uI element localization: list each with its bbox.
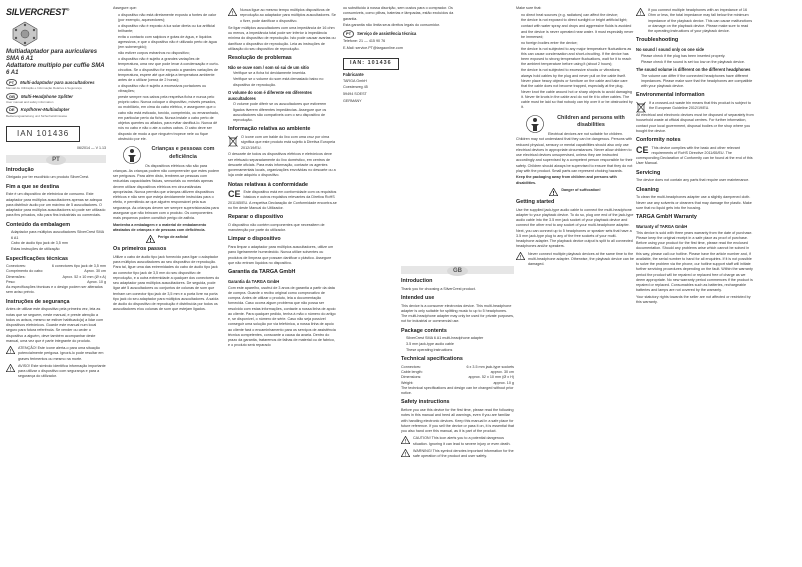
- heading-children: Crianças e pessoas com deficiência: [123, 146, 221, 161]
- text-purpose: Este é um dispositivo de eletrónica de consumo. Este adaptador para múltiplos auscultadores apenas se adequa para distribuir áudio por um máximo de 5 auscultadores. O adaptador para múltiplos auscultadores só pode ser utilizado para fins privados, não para fins industriais ou comerciais.: [6, 192, 106, 218]
- heading-intro: Introdução: [6, 166, 34, 173]
- list-item: • evita o contacto com salpicos e gotas de água, e líquidos agressivos, e que o dispositivo não é utilizado perto de água (em submergido);: [118, 35, 221, 51]
- spec-note: As especificações técnicas e o design podem ser alterados sem aviso prévio.: [6, 285, 103, 295]
- text-warranty: Com este aparelho, usufrui de 3 anos de garantia a partir da data de compra. Guarde o recibo original como comprovativo de compra. Antes de utilizar o produto, leia a documentação fornecida. Caso ocorra algum problema que não possa ser resolvido com estas informações, contacte a nossa linha de apoio ao cliente. Para qualquer pedido, tenha à mão o número do artigo e, se disponível, o número de série. Caso não seja possível conseguir uma solução por via telefónica, a nossa linha de apoio ao cliente fará o encaminhamento para os serviços de assistência técnica competentes, consoante a causa da avaria. Dentro do prazo da garantia, trataremos de falhas de material ou de fabrico, e o produto será reparado: [228, 285, 336, 348]
- list-item: • O volume pode diferir se os auscultadores que estiverem ligados tiverem diferentes impedâncias. Assegure que os auscultadores são compatíveis com o seu dispositivo de reprodução.: [233, 102, 338, 123]
- heading-conformity-gb: Conformity notes: [636, 137, 681, 144]
- svg-text:!: !: [9, 349, 12, 355]
- svg-text:!: !: [519, 254, 522, 260]
- heading-tech-gb: Technical specifications: [401, 356, 463, 363]
- list-item: • o dispositivo não está diretamente exposto a fontes de calor (por exemplo, aquecedores);: [118, 13, 221, 24]
- list-item: • the device is not subjected to any major temperature fluctuations as this can cause condensation and short-circuiting. If the device has been exposed to strong temperature fluctuations, wait for it to reach the ambient temperature before using it (about 2 hours);: [521, 47, 634, 68]
- line-b-sub: User manual and safety information: [6, 100, 54, 105]
- heading-start-gb: Getting started: [516, 198, 555, 205]
- heading-safety-gb: Safety instructions: [401, 399, 450, 406]
- list-item: • Please check if the plug has been inserted properly.: [641, 54, 754, 59]
- heading-repair: Reparar o dispositivo: [228, 214, 284, 221]
- ce-mark-icon: CE: [228, 189, 241, 200]
- line-b: Multi-Headphone Splitter: [21, 93, 73, 99]
- trouble-list-2: [228, 102, 338, 123]
- heading-env-gb: Environmental information: [636, 92, 705, 99]
- list-item: • Verifique se o volume do som está demasiado baixo no dispositivo de reprodução.: [233, 77, 338, 88]
- lang-badge-gb: GB: [6, 93, 18, 101]
- service-phone: Telefone: 21 — 415 90 76: [343, 39, 386, 44]
- pt-column-3: [228, 6, 338, 350]
- text-start-gb: Use the supplied jack-type audio cable to connect the multi-headphone adapter to your playback device. To do so, plug one end of the jack-type audio cable into the 3.5 mm jack socket of your playback device and connect the other end to any socket of your multi-headphone adapter. Next, you can connect up to 5 headphones or speaker sets that have a 3.5 mm jack-type plug to any of the free sockets of your multi-headphone adapter. The playback device output is split to all connected headphones and/or speakers.: [516, 207, 634, 249]
- cover-column: [6, 6, 106, 382]
- warning-triangle-icon: [401, 449, 410, 457]
- heading-package: Conteúdo da embalagem: [6, 221, 71, 228]
- language-bar-gb: [401, 266, 514, 274]
- text-first-steps: Utilize o cabo de áudio tipo jack fornecido para ligar o adaptador para múltiplos auscultadores ao seu dispositivo de reprodução. Para tal, ligue uma das extremidades do cabo de áudio tipo jack ao conector tipo jack de 3,5 mm do seu dispositivo de reprodução, e a outra extremidade a qualquer dos conectores do seu adaptador para múltiplos auscultadores. De seguida, pode ligar até 5 auscultadores ou conjuntos de colunas de som que tenham um conector tipo jack de 3,5 mm e a porta livre na porta tipo jack do seu adaptador para múltiplos auscultadores. A saída de áudio do dispositivo de reprodução é distribuída por todos os auscultadores e/ou colunas de som que estejam ligados.: [113, 254, 220, 312]
- list-item: • contact with water spray and drops and aggressive fluids is avoided and the device is never operated near water. It must especially never be immersed;: [521, 24, 634, 40]
- heading-cleaning-gb: Cleaning: [636, 186, 659, 193]
- safety-list: [113, 13, 221, 143]
- svg-text:!: !: [404, 451, 407, 457]
- svg-text:!: !: [639, 11, 642, 16]
- text-warranty-gb-2: Your statutory rights towards the seller are not affected or restricted by this warranty.: [636, 294, 751, 305]
- spec-row: Peso: Aprox. 10 g: [6, 279, 106, 284]
- list-item: • no foreign bodies enter the device;: [521, 41, 634, 46]
- address-line: 59494 SOEST: [343, 92, 367, 97]
- text-cleaning-gb: To clean the multi-headphones adapter use a slightly dampened cloth. Never use any solvents or cleaners that may damage the plastic. Make sure that no liquid gets into the housing.: [636, 195, 752, 210]
- trouble-list: [228, 71, 338, 87]
- note-block-gb: ! Never connect multiple playback devices at the same time to the multi-headphone adapter. Otherwise, the playback device can be damaged.: [516, 252, 634, 268]
- line-c: Kopfhörer-Multiadapter: [20, 107, 70, 113]
- text-intro-gb: Thank you for choosing a SilverCrest product.: [401, 286, 476, 291]
- recycle-bin-icon: [636, 101, 646, 113]
- warning-triangle-icon: [6, 346, 15, 354]
- list-item: • SilverCrest SMA 6 A1 multi-headphone adapter: [406, 336, 514, 341]
- text-children-gb: Electrical devices are not suitable for children. Children may not understand that they can be dangerous. Persons with reduced physical, sensory or mental capabilities should also only use electrical devices in appropriate circumstances. Never allow children to use electrical devices unsupervised, unless they are instructed accordingly and supervised by a competent person responsible for their safety. Children should always be supervised to ensure that they do not play with the product. Small parts can represent choking hazards.: [516, 132, 633, 173]
- heading-conformity: Notas relativas à conformidade: [228, 181, 308, 188]
- gb-column-2: [516, 6, 634, 269]
- address-line: Coesterweg 45: [343, 85, 368, 90]
- lang-badge-pt: PT: [6, 79, 17, 87]
- title-fr: Adattatore multiplo per cuffie SMA 6 A1: [6, 62, 105, 76]
- text-servicing-gb: The device does not contain any parts that require user maintenance.: [636, 178, 750, 183]
- svg-text:!: !: [404, 439, 407, 445]
- text-warranty-gb: This device is sold with three years warranty from the date of purchase. Please keep the original receipt in a safe place as proof of purchase. Before using your product for the first time, please read the enclosed documentation. Should any problems arise which cannot be solved in this way, please call our hotline. Please have the article number and, if available, the serial number to hand for all enquiries. If it is not possible to solve the problem via the phone, our hotline support staff will initiate further servicing procedures depending on the fault. Within the warranty period the product will be repaired or replaced free of charge as we deem appropriate. No new warranty period commences if the product is repaired or replaced. Consumables such as batteries, rechargeable batteries and lamps are not covered by the warranty.: [636, 230, 753, 293]
- list-item: • o dispositivo não é sujeito a grandes variações de temperatura, uma vez que pode levar à condensação e curto-circuitos. Se o dispositivo for exposto a grandes variações de temperatura, espere até que atinja a temperatura ambiente antes de o utilizar (cerca de 2 horas);: [118, 57, 221, 83]
- heading-clean: Limpar o dispositivo: [228, 236, 281, 243]
- warning-triangle-icon: [401, 436, 410, 444]
- package-list-gb: [401, 336, 514, 353]
- sub-no-sound: Não se ouve som / som só sai de um sítio: [228, 64, 309, 70]
- list-item: • the device is not subjected to excessive shocks or vibrations;: [521, 68, 634, 73]
- package-list: [6, 230, 106, 252]
- spec-row: Weight: approx. 10 g: [401, 380, 514, 385]
- lang-badge-de: DE: [6, 106, 18, 114]
- heading-servicing-gb: Servicing: [636, 169, 661, 176]
- service-email: E-Mail: service.PT@targaonline.com: [343, 45, 403, 50]
- heading-safety: Instruções de segurança: [6, 298, 70, 305]
- warning-block: ! AVISO! Este símbolo identifica informação importante para utilizar o dispositivo com segurança e para a segurança do utilizador.: [6, 364, 106, 380]
- gb-column-1: [401, 262, 514, 461]
- recycle-bin-icon: [228, 135, 238, 147]
- language-bar-pt: [6, 155, 106, 163]
- product-image: [10, 21, 40, 47]
- sub-no-sound-gb: No sound / sound only on one side: [636, 46, 705, 52]
- safety-list-gb: [516, 13, 634, 111]
- list-item: • no direct heat sources (e.g. radiators) can affect the device;: [521, 13, 634, 18]
- text-children: Os dispositivos elétricos não são para crianças. As crianças podem não compreender que estes podem ser perigosos. Para além disto, lembrem-se pessoas com reduzidas capacidades físicas, sensoriais ou mentais apenas devem utilizar dispositivos elétricos em circunstâncias apropriadas. Nunca permita que crianças utilizem dispositivos elétricos e não sem que esteja devidamente instruídas para o efeito, e permitindo-se que alguém responsável pela sua segurança. As crianças devem ser sempre supervisionadas para assegurar que não brincam com o produto. Os componentes mais pequenos podem constituir perigo de asfixia.: [113, 163, 220, 221]
- lang-badge: GB: [447, 266, 468, 276]
- pt-column-2: [113, 6, 221, 314]
- warning-triangle-icon: [636, 8, 645, 16]
- text-env-2: O descarte de todos os dispositivos elétricos e eletrónicos deve ser efetuado separadamente do lixo doméstico, em centros de descarte oficiais. Para mais informação, contacte os agentes governamentais locais, organizações envolvidas no descarte ou a loja onde adquiriu o dispositivo.: [228, 152, 336, 178]
- text-assure: Assegure que:: [113, 6, 137, 10]
- text-conformity: Este dispositivo está em conformidade com os requisitos básicos e outros requisitos relevantes da Diretiva RoHS 2011/65/EU. A respetiva Declaração de Conformidade encontra-se no fim deste Manual do Utilizador.: [228, 190, 337, 210]
- ian-box: IAN: 101436: [343, 58, 399, 70]
- trouble-list-gb-2: [636, 74, 754, 90]
- heading-intro-gb: Introduction: [401, 278, 433, 284]
- text-safety-gb: Before you use this device for the first time, please read the following notes in this manual and heed all warnings, even if you are familiar with handling electronic devices. Keep this manual in a safe place for future reference. If you sell the device or pass it on, it is essential that you also hand over this manual, as it is part of the product.: [401, 408, 514, 434]
- text-env-gb: If a crossed-out waste bin means that this product is subject to the European Guideline 2012/19/EU.: [649, 101, 751, 111]
- warning-triangle-icon: [146, 235, 155, 243]
- heading-children-gb: Children and persons with disabilities: [526, 115, 634, 130]
- svg-text:!: !: [231, 11, 234, 16]
- text-impedance: Se ligar múltiplos auscultadores com uma impedância de 16 ohm ou menos, a impedância total pode ser inferior à impedância mínima do dispositivo de reprodução. Isto pode causar avarias ou danificar o dispositivo de reprodução. Leia as instruções de utilização do seu dispositivo de reprodução.: [228, 25, 336, 51]
- list-item: • Estas instruções de utilização: [11, 247, 106, 252]
- heading-specs: Especificações técnicas: [6, 255, 69, 262]
- spec-note-gb: The technical specifications and design can be changed without prior notice.: [401, 385, 514, 396]
- warning-triangle-icon: [516, 252, 525, 260]
- text-env: O ícone com um balde do lixo com uma cruz por cima significa que este produto está sujeito à Diretiva Europeia 2012/19/EU.: [241, 135, 336, 150]
- warning-block: ! ATENÇÃO! Este ícone alerta-o para uma situação potencialmente perigosa. Ignorá-lo pode resultar em graves ferimentos ou mesmo na morte.: [6, 346, 106, 362]
- warning-triangle-icon: [6, 364, 15, 372]
- text-intro: Obrigado por ter escolhido um produto SilverCrest.: [6, 175, 90, 180]
- svg-text:!: !: [552, 190, 555, 196]
- heading-first-steps: Os primeiros passos: [113, 246, 167, 253]
- gb-column-3: [636, 6, 754, 307]
- heading-use-gb: Intended use: [401, 294, 435, 301]
- text-children-bold-gb: Keep the packaging away from children and persons with disabilities.: [516, 175, 617, 185]
- line-a: Multi-adaptador para auscultadores: [20, 79, 95, 85]
- heading-warranty: Garantia da TARGA GmbH: [228, 269, 296, 276]
- choke-warning-gb: ! Danger of suffocation!: [516, 188, 634, 196]
- child-icon: [526, 115, 544, 133]
- choke-warning: ! Perigo de asfixia!: [113, 235, 221, 243]
- version-date: 06/2014 — V 1.13: [77, 145, 106, 150]
- ian-number: IAN 101436: [6, 126, 80, 141]
- spec-row: Conectores: 6 conectores tipo jack de 3,5 mm: [6, 264, 106, 269]
- list-item: • não estiver corpos estranhos no dispositivo;: [118, 51, 221, 56]
- heading-manufacturer: Fabricante: [343, 72, 364, 78]
- lang-badge: PT: [46, 155, 66, 165]
- list-item: • The volume can differ if the connected headphones have different impedances. Please make sure that the headphones are compatible with your playback device.: [641, 74, 754, 90]
- text-make-sure: Make sure that:: [516, 6, 542, 10]
- brand-logo: SILVERCREST®: [6, 7, 70, 17]
- list-item: • Adaptador para múltiplos auscultadores SilverCrest SMA 6 A1: [11, 230, 106, 241]
- list-item: • o dispositivo não é exposto à luz solar direta ou luz artificial brilhante;: [118, 24, 221, 35]
- line-c-sub: Bedienungsanleitung und Sicherheitshinweise: [6, 114, 68, 119]
- warning-block: ! CAUTION! This icon alerts you to a potential dangerous situation. Ignoring it can lead to severe injury or even death.: [401, 436, 514, 447]
- text-conformity-gb: This device complies with the basic and other relevant requirements of RoHS Directive 2011/65/EU. The corresponding Declaration of Conformity can be found at the end of this User Manual.: [636, 145, 753, 166]
- list-item: • preste sempre nos cabos pela respetiva ficha e nunca pelo próprio cabo. Nunca coloque o dispositivo, móveis pesados, ou mobiliário, em cima do cabo elétrico, e assegurem que o cabo não está esticado, torcido, comprimido, ou emaranhado, em particular perto da ficha. Nunca instale o cabo perto de objetos quentes ou afiados, para evitar danificá-lo. Nunca dê nós no cabo e não o ate a outros cabos. O cabo deve ser disposto de modo a que ninguém tropece nele ou fique obstruído por ele.: [118, 95, 221, 142]
- lang-badge: PT: [343, 30, 354, 38]
- list-item: • These operating instructions: [406, 348, 514, 353]
- warning-triangle-icon: [228, 8, 237, 16]
- spec-row: Dimensões: Aprox. 52 x 10 mm (Ø x A): [6, 274, 106, 279]
- pt-column-4: [343, 6, 458, 105]
- title-pt: Multiadaptador para auriculares SMA 6 A1: [6, 49, 98, 62]
- list-item: • always hold cables by the plug and never pull on the cable itself. Never place heavy objects or furniture on the cable and take care that the cable does not become trapped, especially at the plug. Never knot the cable around hot or sharp objects to avoid damaging it. Never tie knots in the cable and do not tie it to other cables. The cable must be laid so that nobody can trip over it or be obstructed by it.: [521, 74, 634, 111]
- heading-trouble: Resolução de problemas: [228, 55, 292, 61]
- sub-warranty: Garantia da TARGA GmbH: [228, 278, 280, 284]
- note-block: ! Nunca ligue ao mesmo tempo múltiplos dispositivos de reprodução ao adaptador para múltiplos auscultadores. Se o fizer, pode danificar o dispositivo.: [228, 8, 338, 24]
- heading-warranty-gb: TARGA GmbH Warranty: [636, 214, 697, 221]
- warning-triangle-icon: [549, 188, 558, 196]
- warning-block: ! WARNING! This symbol denotes important information for the safe operation of the product and user safety.: [401, 449, 514, 460]
- address-line: TARGA GmbH: [343, 78, 367, 83]
- heading-service: PT Serviço de assistência técnica: [343, 30, 458, 38]
- text-use-gb: This device is a consumer electronics device. This multi-headphone adapter is only suitable for splitting music to up to 5 headphones. The multi-headphone adapter may only be used for private purposes, not for industrial or commercial use.: [401, 303, 514, 324]
- svg-text:!: !: [149, 238, 152, 244]
- list-item: • Verifique se a ficha foi devidamente inserida.: [233, 71, 338, 76]
- trouble-list-gb: [636, 54, 754, 65]
- text-children-bold: Mantenha a embalagem e o material de embalamento afastados de crianças e de pessoas com deficiência.: [113, 222, 207, 232]
- text-safety: Antes de utilizar este dispositivo pela primeira vez, leia as notas que se seguem, neste manual, e preste atenção a todos os avisos, mesmo se estiver habituado(a) a lidar com dispositivos eletrónicos. Guarde este manual num local seguro para futura referência. Se vender ou ceder o dispositivo a alguém, deve também acompanhar deste manual, uma vez que é parte integrante do produto.: [6, 307, 104, 343]
- heading-package-gb: Package contents: [401, 327, 447, 334]
- spec-row: Cable length: approx. 30 cm: [401, 370, 514, 375]
- text-env-gb-2: All electrical and electronic devices must be disposed of separately from household waste at official disposal centres. For further information, contact your local government, disposal bodies or the shop where you bought the device.: [636, 113, 754, 133]
- spec-row: Comprimento do cabo: Aprox. 30 cm: [6, 269, 106, 274]
- list-item: • 3.5 mm jack-type audio cable: [406, 342, 514, 347]
- heading-purpose: Fim a que se destina: [6, 183, 60, 190]
- line-a-sub: Manual de Utilização e Informação Relativa à Segurança: [6, 86, 82, 91]
- child-icon: [123, 146, 141, 164]
- spec-row: Connectors: 6 x 3.5 mm jack-type sockets: [401, 364, 514, 369]
- text-repair: O dispositivo não contém componentes que necessitem de manutenção por parte do utilizador.: [228, 222, 325, 233]
- address-line: GERMANY: [343, 98, 362, 103]
- text-clean: Para limpar o adaptador para múltiplos auscultadores, utilize um pano ligeiramente humedecido. Nunca utilize solventes ou produtos de limpeza que possam danificar o plástico. Assegure que não entram líquidos no dispositivo.: [228, 245, 334, 265]
- sub-volume-gb: The sound volume is different on the different headphones: [636, 66, 751, 72]
- list-item: • Cabo de áudio tipo jack de 3,5 mm: [11, 241, 106, 246]
- list-item: • the device is not exposed to direct sunlight or bright artificial light;: [521, 18, 634, 23]
- svg-text:!: !: [9, 366, 12, 372]
- sub-volume: O volume do som é diferente em diferentes auscultadores: [228, 89, 312, 101]
- spec-row: Dimensions: approx. 52 x 10 mm (Ø x H): [401, 375, 514, 380]
- heading-environment: Informação relativa ao ambiente: [228, 126, 311, 133]
- heading-trouble-gb: Troubleshooting: [636, 37, 679, 44]
- list-item: • Please check if the sound is set too low on the playback device.: [641, 60, 754, 65]
- text-warranty-cont: ou substituído à nossa discrição, sem custos para o comprador. Os consumíveis, como pilhas, baterias e lâmpadas, estão excluídos da garantia.: [343, 6, 454, 21]
- text-legal: Esta garantia não limita seus direitos legais do consumidor.: [343, 23, 440, 28]
- sub-warranty-gb: Warranty of TARGA GmbH: [636, 223, 688, 229]
- ce-mark-icon: CE: [636, 144, 649, 155]
- note-block-gb-2: ! If you connect multiple headphones with an impedance of 16 Ohm or less, the total impedance may fall below the minimum impedance of the playback device. This can cause malfunctions or damage on the playback device. Please make sure to read the operating instructions of your playback device.: [636, 8, 754, 34]
- list-item: • o dispositivo não é sujeito a excessivos portadores ou vibrações;: [118, 84, 221, 95]
